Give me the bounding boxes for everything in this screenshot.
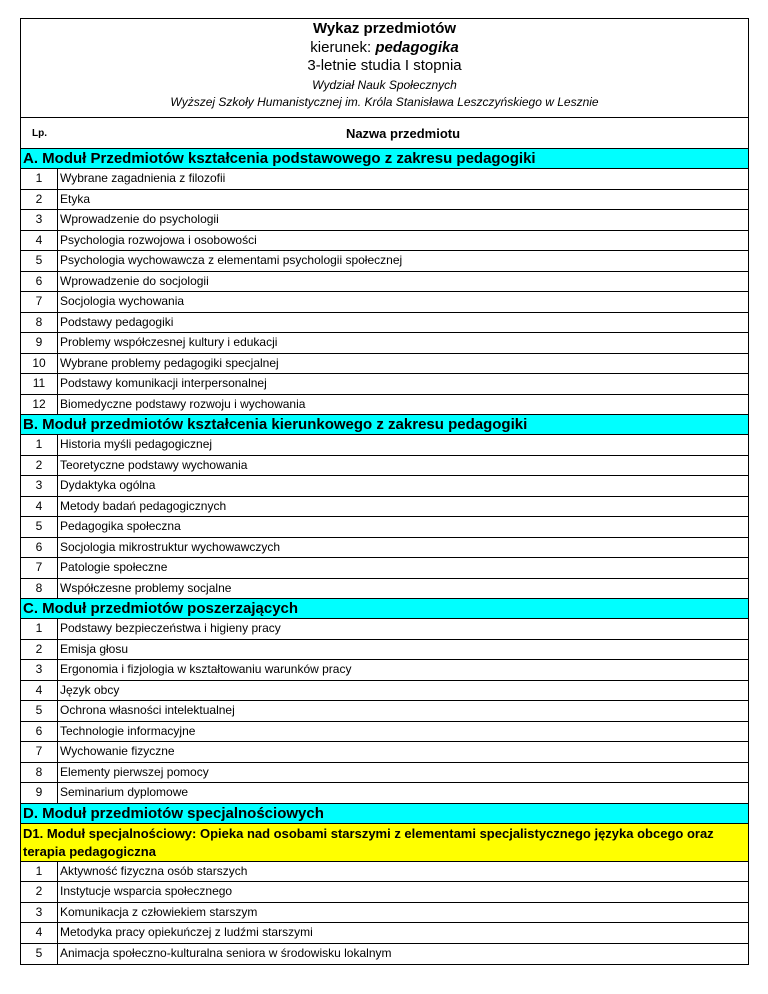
row-number: 12 [21, 395, 58, 415]
module-header: A. Moduł Przedmiotów kształcenia podstawowego z zakresu pedagogiki [21, 149, 748, 169]
table-row [21, 210, 748, 231]
row-number: 11 [21, 374, 58, 394]
row-number: 6 [21, 538, 58, 558]
subject-name: Współczesne problemy socjalne [60, 580, 232, 595]
subject-list-sheet [20, 18, 749, 965]
row-number: 7 [21, 742, 58, 762]
row-number: 1 [21, 435, 58, 455]
subject-name: Wprowadzenie do psychologii [60, 212, 219, 226]
subject-name: Psychologia rozwojowa i osobowości [60, 232, 257, 247]
column-lp: Lp. [32, 127, 47, 139]
row-number: 2 [21, 190, 58, 210]
subject-name: Wprowadzenie do socjologii [60, 273, 209, 288]
subject-name: Emisja głosu [60, 641, 129, 656]
table-body [21, 149, 748, 964]
table-row [21, 763, 748, 784]
subject-name: Animacja społeczno-kulturalna seniora w środowisku lokalnym [60, 945, 392, 960]
row-number: 7 [21, 558, 58, 578]
row-number: 7 [21, 292, 58, 312]
table-row [21, 354, 748, 375]
row-number: 1 [21, 619, 58, 639]
subject-name: Patologie społeczne [60, 560, 168, 574]
table-row [21, 476, 748, 497]
row-number: 8 [21, 579, 58, 599]
document-header [21, 19, 748, 118]
row-number: 10 [21, 354, 58, 374]
row-number: 5 [21, 944, 58, 965]
table-row [21, 579, 748, 600]
table-row [21, 435, 748, 456]
module-header: C. Moduł przedmiotów poszerzających [21, 599, 748, 619]
table-row [21, 640, 748, 661]
document-title: Wykaz przedmiotów [312, 20, 457, 37]
row-number: 5 [21, 517, 58, 537]
row-number: 2 [21, 456, 58, 476]
table-row [21, 742, 748, 763]
table-row [21, 333, 748, 354]
subject-name: Podstawy komunikacji interpersonalnej [60, 376, 267, 390]
row-number: 6 [21, 722, 58, 742]
row-number: 9 [21, 783, 58, 803]
table-row [21, 538, 748, 559]
subject-name: Pedagogika społeczna [60, 519, 181, 533]
subject-name: Metody badań pedagogicznych [60, 498, 227, 513]
column-name: Nazwa przedmiotu [345, 125, 461, 141]
table-row [21, 231, 748, 252]
table-row [21, 783, 748, 804]
school-name: Wyższej Szkoły Humanistycznej im. Króla Stanisława Leszczyńskiego w Lesznie [170, 95, 599, 109]
row-number: 1 [21, 862, 58, 882]
subject-name: Psychologia wychowawcza z elementami psychologii społecznej [60, 253, 403, 267]
column-header [21, 118, 748, 149]
table-row [21, 190, 748, 211]
subject-name: Elementy pierwszej pomocy [60, 764, 209, 779]
subject-name: Instytucje wsparcia społecznego [60, 884, 233, 898]
subject-name: Wybrane zagadnienia z filozofii [60, 171, 226, 185]
row-number: 9 [21, 333, 58, 353]
subject-name: Biomedyczne podstawy rozwoju i wychowania [60, 396, 306, 411]
subject-name: Komunikacja z człowiekiem starszym [60, 904, 258, 919]
subject-name: Problemy współczesnej kultury i edukacji [60, 335, 278, 349]
subject-name: Seminarium dyplomowe [60, 785, 189, 799]
subject-name: Ochrona własności intelektualnej [60, 703, 235, 717]
table-row [21, 882, 748, 903]
subject-name: Aktywność fizyczna osób starszych [60, 863, 248, 878]
table-row [21, 944, 748, 965]
table-row [21, 456, 748, 477]
table-row [21, 517, 748, 538]
table-row [21, 681, 748, 702]
row-number: 2 [21, 640, 58, 660]
study-level: 3-letnie studia I stopnia [307, 57, 462, 74]
subject-name: Podstawy pedagogiki [60, 314, 174, 329]
direction-value: pedagogika [375, 39, 459, 56]
module-header: D. Moduł przedmiotów specjalnościowych [21, 804, 748, 824]
row-number: 3 [21, 476, 58, 496]
subject-name: Historia myśli pedagogicznej [60, 437, 213, 451]
row-number: 4 [21, 231, 58, 251]
subject-name: Wybrane problemy pedagogiki specjalnej [60, 355, 279, 370]
module-header: B. Moduł przedmiotów kształcenia kierunkowego z zakresu pedagogiki [21, 415, 748, 435]
subject-name: Ergonomia i fizjologia w kształtowaniu warunków pracy [60, 662, 352, 676]
row-number: 8 [21, 763, 58, 783]
row-number: 5 [21, 701, 58, 721]
table-row [21, 558, 748, 579]
subject-name: Metodyka pracy opiekuńczej z ludźmi starszymi [60, 925, 313, 939]
row-number: 4 [21, 923, 58, 943]
subject-name: Socjologia wychowania [60, 294, 185, 308]
subject-name: Wychowanie fizyczne [60, 744, 175, 758]
row-number: 4 [21, 681, 58, 701]
row-number: 3 [21, 210, 58, 230]
row-number: 8 [21, 313, 58, 333]
direction-line [21, 38, 748, 57]
table-row [21, 660, 748, 681]
row-number: 3 [21, 903, 58, 923]
row-number: 3 [21, 660, 58, 680]
row-number: 5 [21, 251, 58, 271]
subject-name: Język obcy [60, 682, 120, 697]
table-row [21, 292, 748, 313]
subject-name: Dydaktyka ogólna [60, 478, 156, 492]
row-number: 1 [21, 169, 58, 189]
row-number: 2 [21, 882, 58, 902]
table-row [21, 395, 748, 416]
row-number: 6 [21, 272, 58, 292]
subject-name: Technologie informacyjne [60, 723, 196, 738]
table-row [21, 313, 748, 334]
table-row [21, 497, 748, 518]
row-number: 4 [21, 497, 58, 517]
subject-name: Socjologia mikrostruktur wychowawczych [60, 539, 281, 554]
subject-name: Podstawy bezpieczeństwa i higieny pracy [60, 621, 281, 635]
table-row [21, 619, 748, 640]
table-row [21, 251, 748, 272]
table-row [21, 862, 748, 883]
table-row [21, 272, 748, 293]
table-row [21, 169, 748, 190]
table-row [21, 374, 748, 395]
table-row [21, 903, 748, 924]
direction-prefix: kierunek: [310, 39, 376, 56]
submodule-header: D1. Moduł specjalnościowy: Opieka nad osobami starszymi z elementami specjalistycznego języka obcego oraz terapia pedagogiczna [21, 824, 748, 862]
table-row [21, 701, 748, 722]
faculty-name: Wydział Nauk Społecznych [312, 78, 457, 92]
table-row [21, 923, 748, 944]
subject-name: Etyka [60, 191, 91, 206]
subject-name: Teoretyczne podstawy wychowania [60, 457, 248, 472]
table-row [21, 722, 748, 743]
